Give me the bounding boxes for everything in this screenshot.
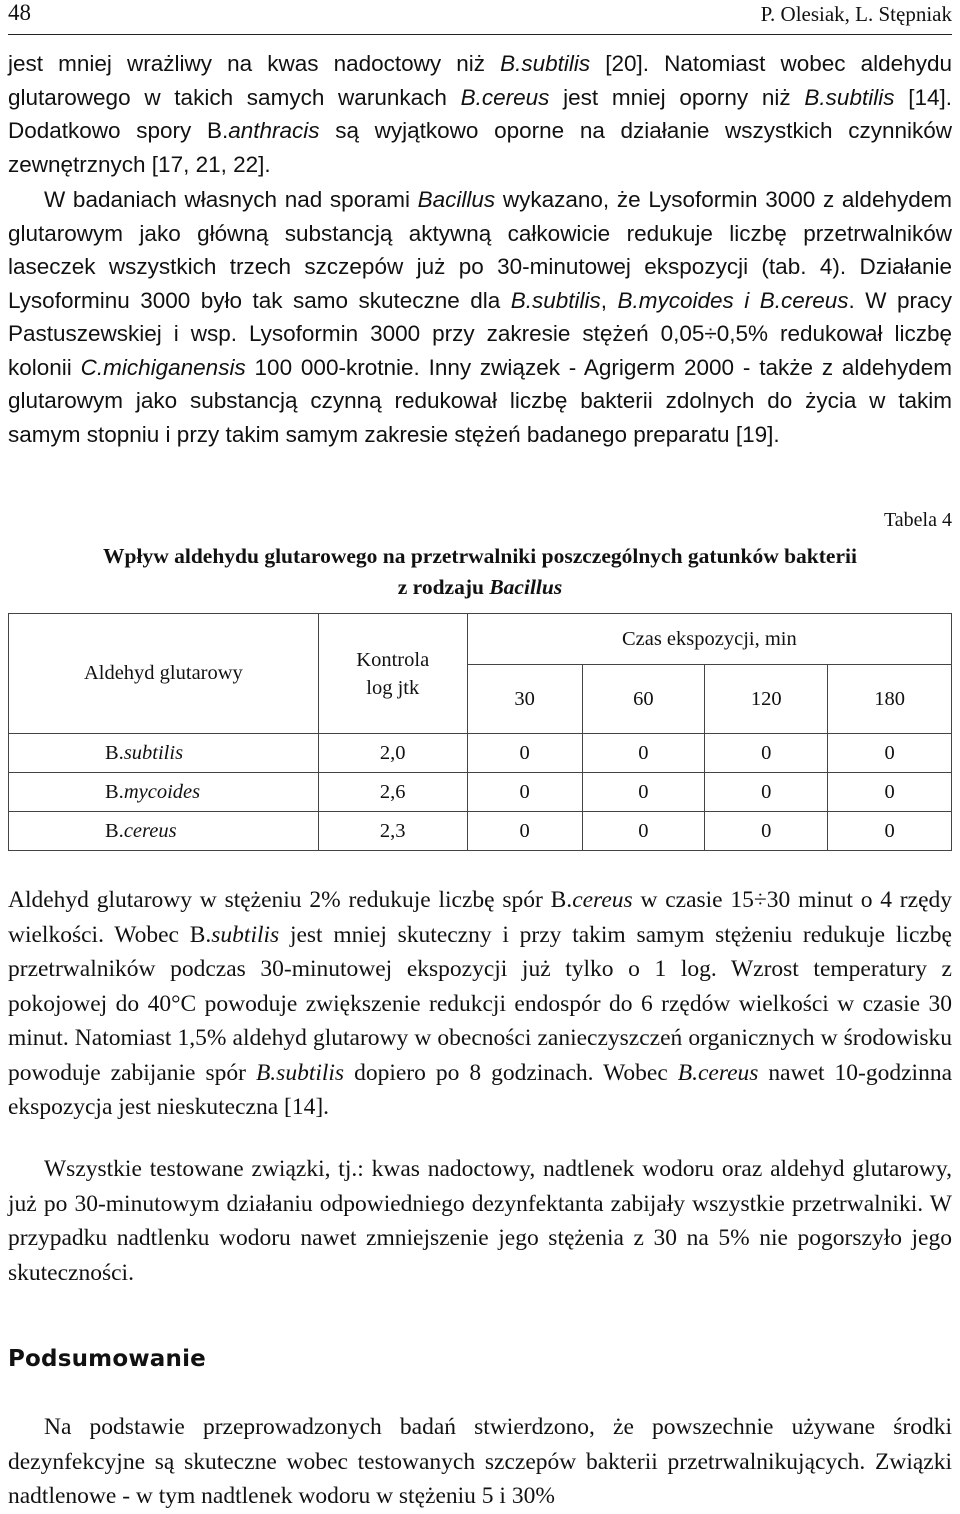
paragraph-1 [8,47,952,181]
table-label: Tabela 4 [883,509,952,531]
text: 100 000-krotnie. Inny związek - Agrigerm 2000 - także z aldehydem glutarowym jako substancją czynną redukował liczbę bakterii zdolnych do życia w takim samym stopniu i przy takim samym zakresie stężeń badanego preparatu [19]. [8,354,952,447]
value-cell: 0 [828,812,952,851]
species-name: anthracis [228,118,320,143]
species-name: Bacillus [417,187,496,212]
table-title [0,541,960,603]
value-cell: 0 [828,734,952,773]
species-name: mycoides [123,780,201,803]
text: z rodzaju [397,575,490,599]
results-table [8,613,952,851]
text: . W pracy Pastuszewskiej i wsp. Lysoformin 3000 przy zakresie stężeń 0,05÷0,5% redukował liczbę kolonii [8,287,952,380]
species-name: B.mycoides i B.cereus [617,287,849,313]
species-cell [9,812,319,851]
text: [20]. Natomiast wobec aldehydu glutarowego w takich samych warunkach [8,51,952,110]
text: jest mniej oporny niż [549,84,805,110]
value-cell: 0 [705,812,828,851]
species-name: subtilis [211,921,280,948]
text: B. [206,118,229,143]
running-head-authors: P. Olesiak, L. Stępniak [760,2,952,26]
value-cell: 0 [582,812,705,851]
text: B. [105,819,124,842]
col-header-control [318,614,467,734]
value-cell: 0 [467,812,582,851]
header-rule [8,34,952,35]
genus-name: Bacillus [489,575,563,599]
species-name: B.cereus [460,84,550,110]
species-name: B.subtilis [500,51,591,76]
species-name: B.subtilis [255,1059,345,1086]
species-name: B.subtilis [804,84,895,110]
text: B. [105,741,124,764]
page-header [8,0,952,30]
species-name: C.michiganensis [80,354,246,380]
col-header-time: 120 [705,665,828,734]
col-header-exposure: Czas ekspozycji, min [467,614,951,665]
text: Aldehyd glutarowy w stężeniu 2% redukuje liczbę spór B. [8,887,573,913]
table-row [9,812,952,851]
section-heading: Podsumowanie [8,1346,206,1372]
paragraph-3 [8,883,952,1125]
text: B. [105,780,124,803]
species-name: cereus [572,887,633,913]
paragraph-5: Na podstawie przeprowadzonych badań stwierdzono, że powszechnie używane środki dezynfekcyjne są skuteczne wobec testowanych szczepów bakterii przetrwalnikujących. Związki nadtlenowe - w tym nadtlenek wodoru w stężeniu 5 i 30% [8,1414,952,1509]
value-cell: 0 [467,773,582,812]
value-cell: 0 [467,734,582,773]
col-header-time: 180 [828,665,952,734]
species-name: subtilis [123,741,184,764]
text: jest mniej wrażliwy na kwas nadoctowy niż [8,51,501,76]
text: W badaniach własnych nad sporami [44,187,418,212]
text: w czasie 15÷30 minut o 4 rzędy wielkości. Wobec B. [8,887,952,948]
table-header-row [9,614,952,665]
species-name: cereus [123,819,177,842]
col-header-time: 30 [467,665,582,734]
text: , [600,287,618,313]
text: wykazano, że Lysoformin 3000 z aldehydem glutarowym jako główną substancją aktywną całkowicie redukuje liczbę przetrwalników laseczek wszystkich trzech szczepów już po 30-minutowej ekspozycji (tab. 4). Działanie Lysoforminu 3000 było tak samo skuteczne dla [8,187,952,313]
page-number: 48 [8,0,31,25]
value-cell: 0 [705,773,828,812]
text: Kontrola log jtk [356,648,430,699]
table-title-line-2 [0,572,960,603]
paragraph-2 [8,183,952,451]
species-cell [9,734,319,773]
species-name: B.subtilis [510,287,601,313]
table-row [9,734,952,773]
text: są wyjątkowo oporne na działanie wszystkich czynników zewnętrznych [17, 21, 22]. [8,118,953,177]
paragraph-4: Wszystkie testowane związki, tj.: kwas nadoctowy, nadtlenek wodoru oraz aldehyd glutarowy, już po 30-minutowym działaniu odpowiedniego dezynfektanta zabijały wszystkie przetrwalniki. W przypadku nadtlenku wodoru nawet zmniejszenie jego stężenia z 30 na 5% nie pogorszyło jego skuteczności. [8,1156,952,1286]
table-row [9,773,952,812]
species-name: B.cereus [677,1059,759,1086]
text: dopiero po 8 godzinach. Wobec [344,1059,678,1086]
table-title-line-1: Wpływ aldehydu glutarowego na przetrwalniki poszczególnych gatunków bakterii [103,544,857,568]
text: [14]. Dodatkowo spory [8,84,952,143]
control-cell: 2,3 [318,812,467,851]
value-cell: 0 [705,734,828,773]
control-cell: 2,0 [318,734,467,773]
value-cell: 0 [582,734,705,773]
value-cell: 0 [828,773,952,812]
species-cell [9,773,319,812]
value-cell: 0 [582,773,705,812]
text: jest mniej skuteczny i przy takim samym stężeniu redukuje liczbę przetrwalników podczas 30-minutowej ekspozycji już tylko o 1 log. Wzrost temperatury z pokojowej do 40°C powoduje zwiększenie redukcji endospór do 6 rzędów wielkości w czasie 30 minut. Natomiast 1,5% aldehyd glutarowy w obecności zanieczyszczeń organicznych w środowisku powoduje zabijanie spór [8,921,952,1086]
col-header-species: Aldehyd glutarowy [9,614,319,734]
col-header-time: 60 [582,665,705,734]
text: nawet 10-godzinna ekspozycja jest nieskuteczna [14]. [8,1059,952,1120]
control-cell: 2,6 [318,773,467,812]
